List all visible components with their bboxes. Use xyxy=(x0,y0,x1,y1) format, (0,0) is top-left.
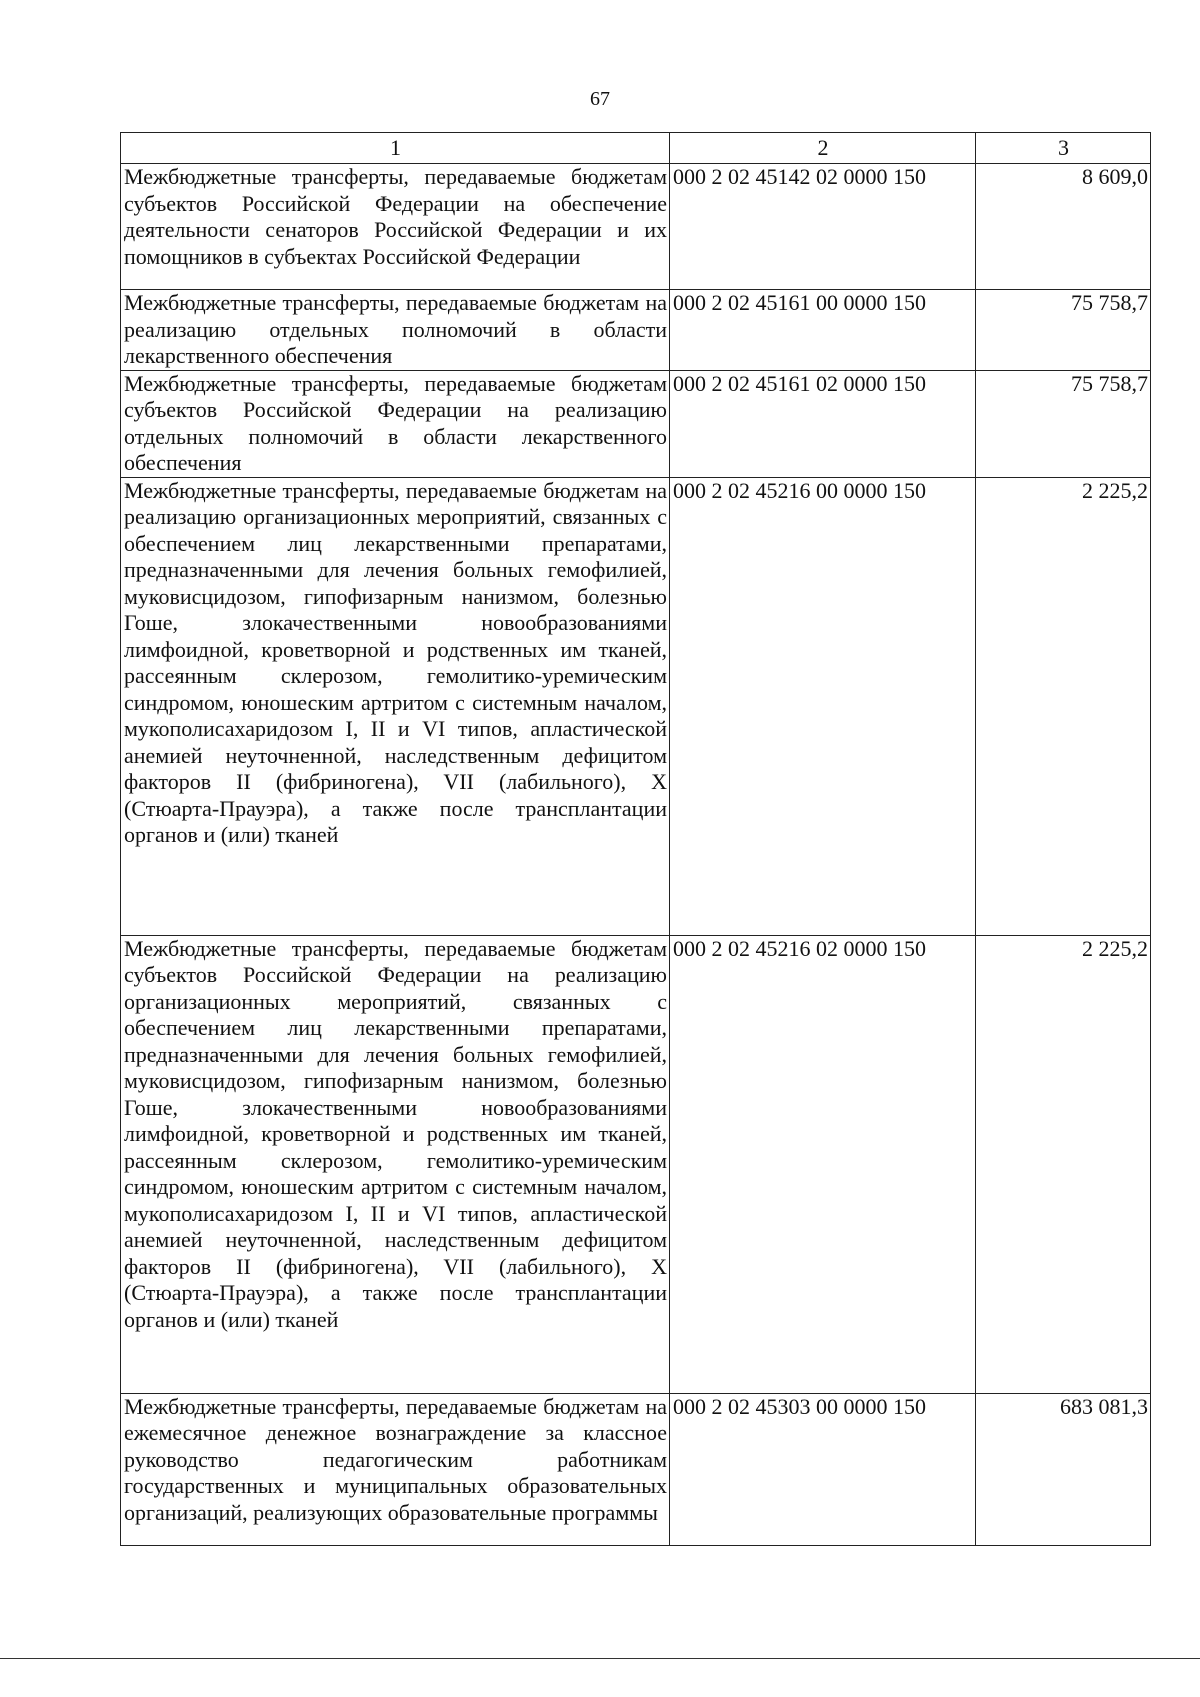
header-row xyxy=(121,133,1151,164)
budget-table xyxy=(120,132,1151,1546)
row-code: 000 2 02 45161 00 0000 150 xyxy=(670,290,976,371)
table-row xyxy=(121,1393,1151,1545)
row-amount: 2 225,2 xyxy=(976,935,1151,1393)
row-name: Межбюджетные трансферты, передаваемые бюджетам на реализацию организационных мероприятий, связанных с обеспечением лиц лекарственными препаратами, предназначенными для лечения больных гемофилией, муковисцидозом, гипофизарным нанизмом, болезнью Гоше, злокачественными новообразованиями лимфоидной, кроветворной и родственных им тканей, рассеянным склерозом, гемолитико-уремическим синдромом, юношеским артритом с системным началом, мукополисахаридозом I, II и VI типов, апластической анемией неуточненной, наследственным дефицитом факторов II (фибриногена), VII (лабильного), X (Стюарта-Прауэра), а также после трансплантации органов и (или) тканей xyxy=(121,477,670,935)
table-header xyxy=(121,133,1151,164)
column-header-1: 1 xyxy=(121,133,670,164)
column-header-3: 3 xyxy=(976,133,1151,164)
row-code: 000 2 02 45142 02 0000 150 xyxy=(670,164,976,290)
row-name: Межбюджетные трансферты, передаваемые бюджетам субъектов Российской Федерации на реализацию организационных мероприятий, связанных с обеспечением лиц лекарственными препаратами, предназначенными для лечения больных гемофилией, муковисцидозом, гипофизарным нанизмом, болезнью Гоше, злокачественными новообразованиями лимфоидной, кроветворной и родственных им тканей, рассеянным склерозом, гемолитико-уремическим синдромом, юношеским артритом с системным началом, мукополисахаридозом I, II и VI типов, апластической анемией неуточненной, наследственным дефицитом факторов II (фибриногена), VII (лабильного), X (Стюарта-Прауэра), а также после трансплантации органов и (или) тканей xyxy=(121,935,670,1393)
row-code: 000 2 02 45216 02 0000 150 xyxy=(670,935,976,1393)
row-amount: 75 758,7 xyxy=(976,370,1151,477)
table-row xyxy=(121,935,1151,1393)
row-amount: 683 081,3 xyxy=(976,1393,1151,1545)
row-code: 000 2 02 45216 00 0000 150 xyxy=(670,477,976,935)
row-name: Межбюджетные трансферты, передаваемые бюджетам на ежемесячное денежное вознаграждение за классное руководство педагогическим работникам государственных и муниципальных образовательных организаций, реализующих образовательные программы xyxy=(121,1393,670,1545)
row-name: Межбюджетные трансферты, передаваемые бюджетам субъектов Российской Федерации на обеспечение деятельности сенаторов Российской Федерации и их помощников в субъектах Российской Федерации xyxy=(121,164,670,290)
row-amount: 2 225,2 xyxy=(976,477,1151,935)
bottom-rule xyxy=(0,1658,1200,1659)
row-code: 000 2 02 45303 00 0000 150 xyxy=(670,1393,976,1545)
row-name: Межбюджетные трансферты, передаваемые бюджетам субъектов Российской Федерации на реализацию отдельных полномочий в области лекарственного обеспечения xyxy=(121,370,670,477)
table-row xyxy=(121,290,1151,371)
row-amount: 75 758,7 xyxy=(976,290,1151,371)
table-row xyxy=(121,477,1151,935)
table-row xyxy=(121,164,1151,290)
row-name: Межбюджетные трансферты, передаваемые бюджетам на реализацию отдельных полномочий в области лекарственного обеспечения xyxy=(121,290,670,371)
row-amount: 8 609,0 xyxy=(976,164,1151,290)
table-body xyxy=(121,164,1151,1546)
table-row xyxy=(121,370,1151,477)
column-header-2: 2 xyxy=(670,133,976,164)
page-number: 67 xyxy=(590,88,610,110)
row-code: 000 2 02 45161 02 0000 150 xyxy=(670,370,976,477)
